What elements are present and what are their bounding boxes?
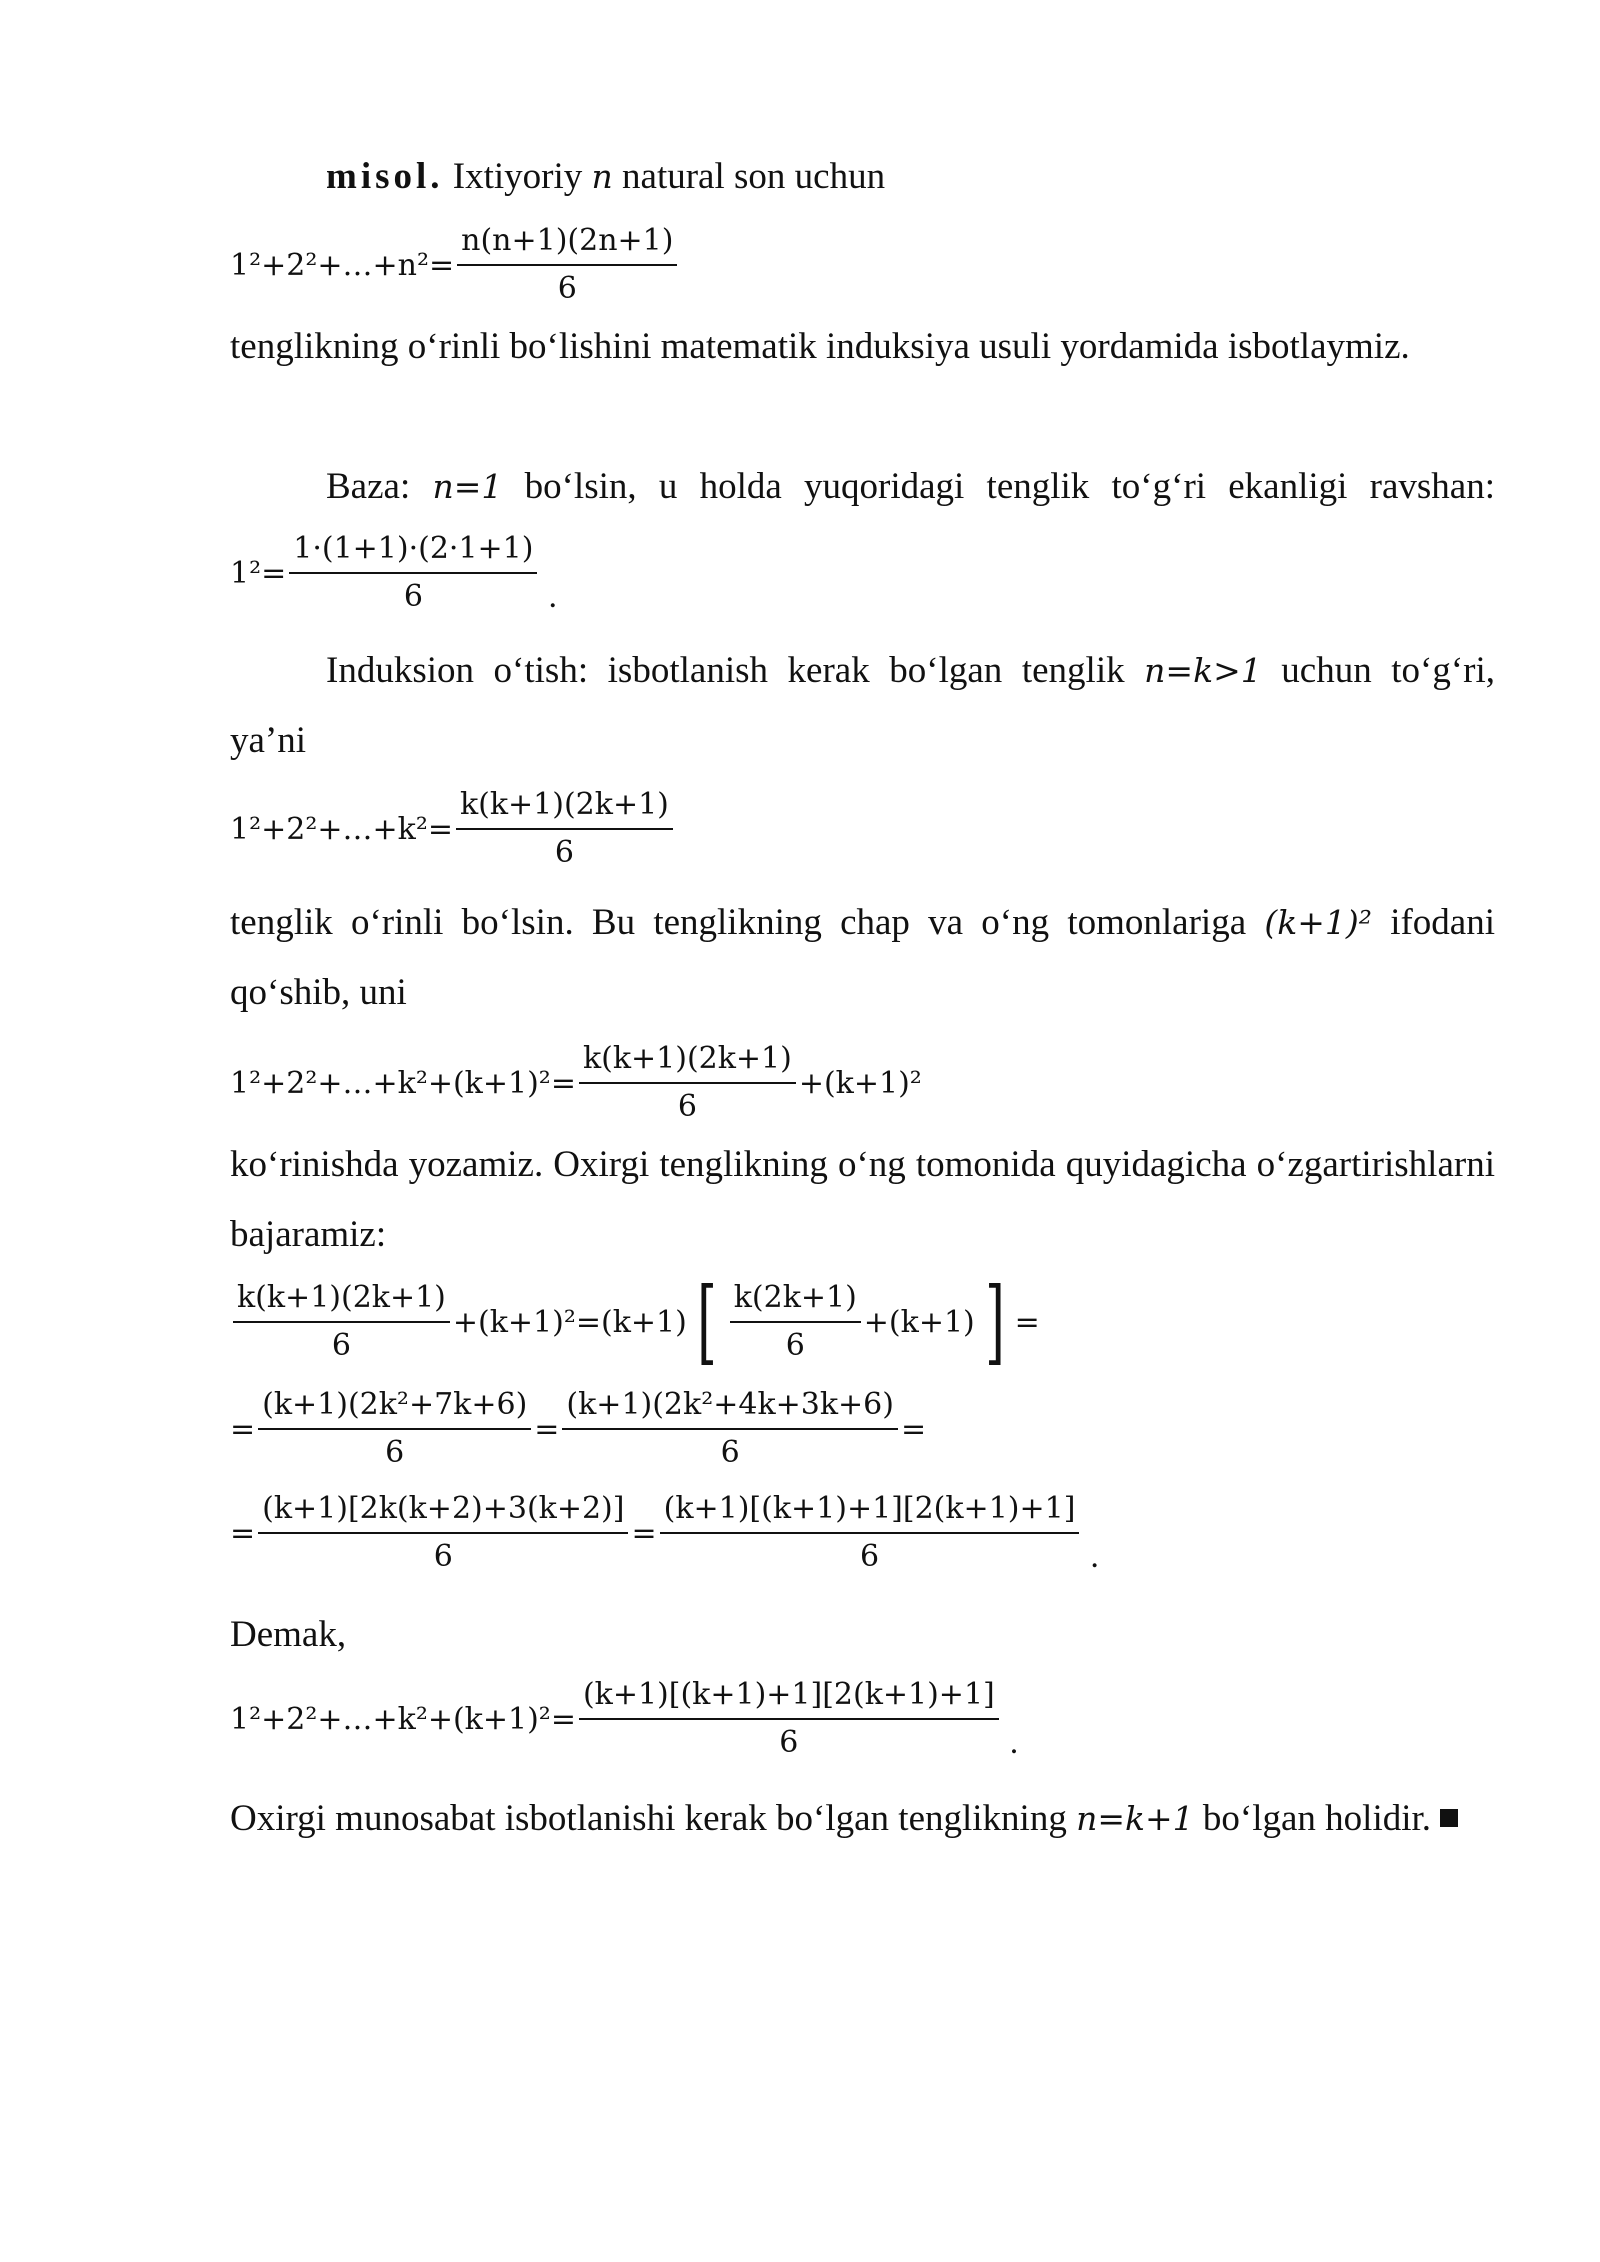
equation-5 [230, 1268, 1040, 1375]
eq3-fraction [456, 786, 673, 872]
eq3-denominator: 6 [554, 835, 574, 870]
eq5-fraction [233, 1279, 450, 1365]
equation-1 [230, 222, 680, 308]
conclusion-condition: n=k+1 [1076, 1799, 1194, 1838]
conclusion-text-a: Oxirgi munosabat isbotlanishi kerak bo‘lgan tenglikning [230, 1798, 1067, 1839]
example-label: misol. [326, 156, 444, 197]
eq1-numerator: n(n+1)(2n+1) [457, 222, 677, 266]
eq5-right-bracket: ] [984, 1268, 1005, 1375]
eq1-fraction [457, 222, 677, 308]
eq6-end: = [900, 1411, 927, 1447]
eq4-denominator: 6 [677, 1089, 697, 1124]
eq5-inner-fraction [730, 1279, 861, 1365]
eq3-lhs: 1²+2²+…+k²= [230, 811, 453, 847]
intro-text-a: Ixtiyoriy [452, 156, 583, 197]
eq7-fraction-2 [660, 1490, 1080, 1576]
eq8-numerator: (k+1)[(k+1)+1][2(k+1)+1] [579, 1676, 999, 1720]
paragraph-transform [230, 1130, 1495, 1270]
eq6-fraction-1 [258, 1386, 531, 1472]
eq7-period: . [1090, 1538, 1099, 1575]
equation-2 [230, 530, 557, 616]
paragraph-hypothesis [230, 888, 1495, 1028]
eq5-inner-denominator: 6 [785, 1328, 805, 1363]
eq4-rhs: +(k+1)² [798, 1065, 922, 1101]
eq8-lhs: 1²+2²+…+k²+(k+1)²= [230, 1701, 576, 1737]
eq5-numerator: k(k+1)(2k+1) [233, 1279, 450, 1323]
eq2-denominator: 6 [403, 579, 423, 614]
eq2-period: . [548, 578, 557, 615]
hypothesis-term: (k+1)² [1264, 903, 1372, 942]
paragraph-therefore [230, 1600, 1495, 1670]
eq6-denominator-2: 6 [720, 1435, 740, 1470]
eq8-fraction [579, 1676, 999, 1762]
paragraph-base [230, 452, 1495, 522]
equation-7 [230, 1490, 1099, 1576]
eq3-numerator: k(k+1)(2k+1) [456, 786, 673, 830]
eq4-numerator: k(k+1)(2k+1) [579, 1040, 796, 1084]
eq8-denominator: 6 [779, 1725, 799, 1760]
intro-text-b: natural son uchun [622, 156, 886, 197]
hypothesis-text-b: ifodani qo‘shib, uni [230, 902, 1495, 1013]
base-condition: n=1 [432, 467, 503, 506]
equation-6 [230, 1386, 926, 1472]
eq1-lhs: 1²+2²+…+n²= [230, 247, 455, 283]
eq4-fraction [579, 1040, 796, 1126]
eq6-numerator-2: (k+1)(2k²+4k+3k+6) [562, 1386, 898, 1430]
base-label: Baza: [326, 466, 411, 507]
eq5-inner-numerator: k(2k+1) [730, 1279, 861, 1323]
eq5-end: = [1014, 1304, 1040, 1340]
goal-text: tenglikning o‘rinli bo‘lishini matematik induksiya usuli yordamida isbotlaymiz. [230, 326, 1410, 367]
conclusion-text-b: bo‘lgan holidir. [1202, 1798, 1432, 1839]
eq6-denominator-1: 6 [385, 1435, 405, 1470]
eq5-inner-plus: +(k+1) [863, 1304, 975, 1340]
eq7-fraction-1 [258, 1490, 628, 1576]
eq2-fraction [289, 530, 537, 616]
eq7-numerator-2: (k+1)[(k+1)+1][2(k+1)+1] [660, 1490, 1080, 1534]
eq1-denominator: 6 [557, 271, 577, 306]
paragraph-goal [230, 312, 1495, 382]
eq5-left-bracket: [ [696, 1268, 717, 1375]
qed-square-icon [1440, 1809, 1458, 1827]
paragraph-conclusion [230, 1784, 1495, 1854]
eq7-equals: = [631, 1515, 657, 1551]
eq6-fraction-2 [562, 1386, 898, 1472]
var-n: n [591, 157, 613, 196]
eq6-equals: = [534, 1411, 560, 1447]
equation-4 [230, 1040, 922, 1126]
induction-text-a: Induksion o‘tish: isbotlanish kerak bo‘lgan tenglik [326, 650, 1125, 691]
eq4-lhs: 1²+2²+…+k²+(k+1)²= [230, 1065, 576, 1101]
eq6-numerator-1: (k+1)(2k²+7k+6) [258, 1386, 531, 1430]
hypothesis-text-a: tenglik o‘rinli bo‘lsin. Bu tenglikning chap va o‘ng tomonlariga [230, 902, 1247, 943]
equation-8 [230, 1676, 1018, 1762]
paragraph-induction-step [230, 636, 1495, 776]
eq2-numerator: 1·(1+1)·(2·1+1) [289, 530, 537, 574]
eq7-start: = [230, 1515, 256, 1551]
paragraph-example-intro [230, 142, 1495, 212]
eq2-lhs: 1²= [230, 555, 287, 591]
eq5-denominator: 6 [331, 1328, 351, 1363]
equation-3 [230, 786, 676, 872]
eq5-middle: +(k+1)²=(k+1) [452, 1304, 687, 1340]
therefore-text: Demak, [230, 1614, 347, 1655]
transform-text: ko‘rinishda yozamiz. Oxirgi tenglikning o‘ng tomonida quyidagicha o‘zgartirishlarni bajaramiz: [230, 1144, 1495, 1255]
induction-text-b: uchun to‘g‘ri, ya’ni [230, 650, 1496, 761]
eq6-start: = [230, 1411, 256, 1447]
base-text: bo‘lsin, u holda yuqoridagi tenglik to‘g‘ri ekanligi ravshan: [524, 466, 1496, 507]
eq8-period: . [1009, 1724, 1019, 1761]
induction-condition: n=k>1 [1144, 651, 1262, 690]
eq7-denominator-1: 6 [433, 1539, 453, 1574]
eq7-numerator-1: (k+1)[2k(k+2)+3(k+2)] [258, 1490, 628, 1534]
eq7-denominator-2: 6 [859, 1539, 880, 1574]
